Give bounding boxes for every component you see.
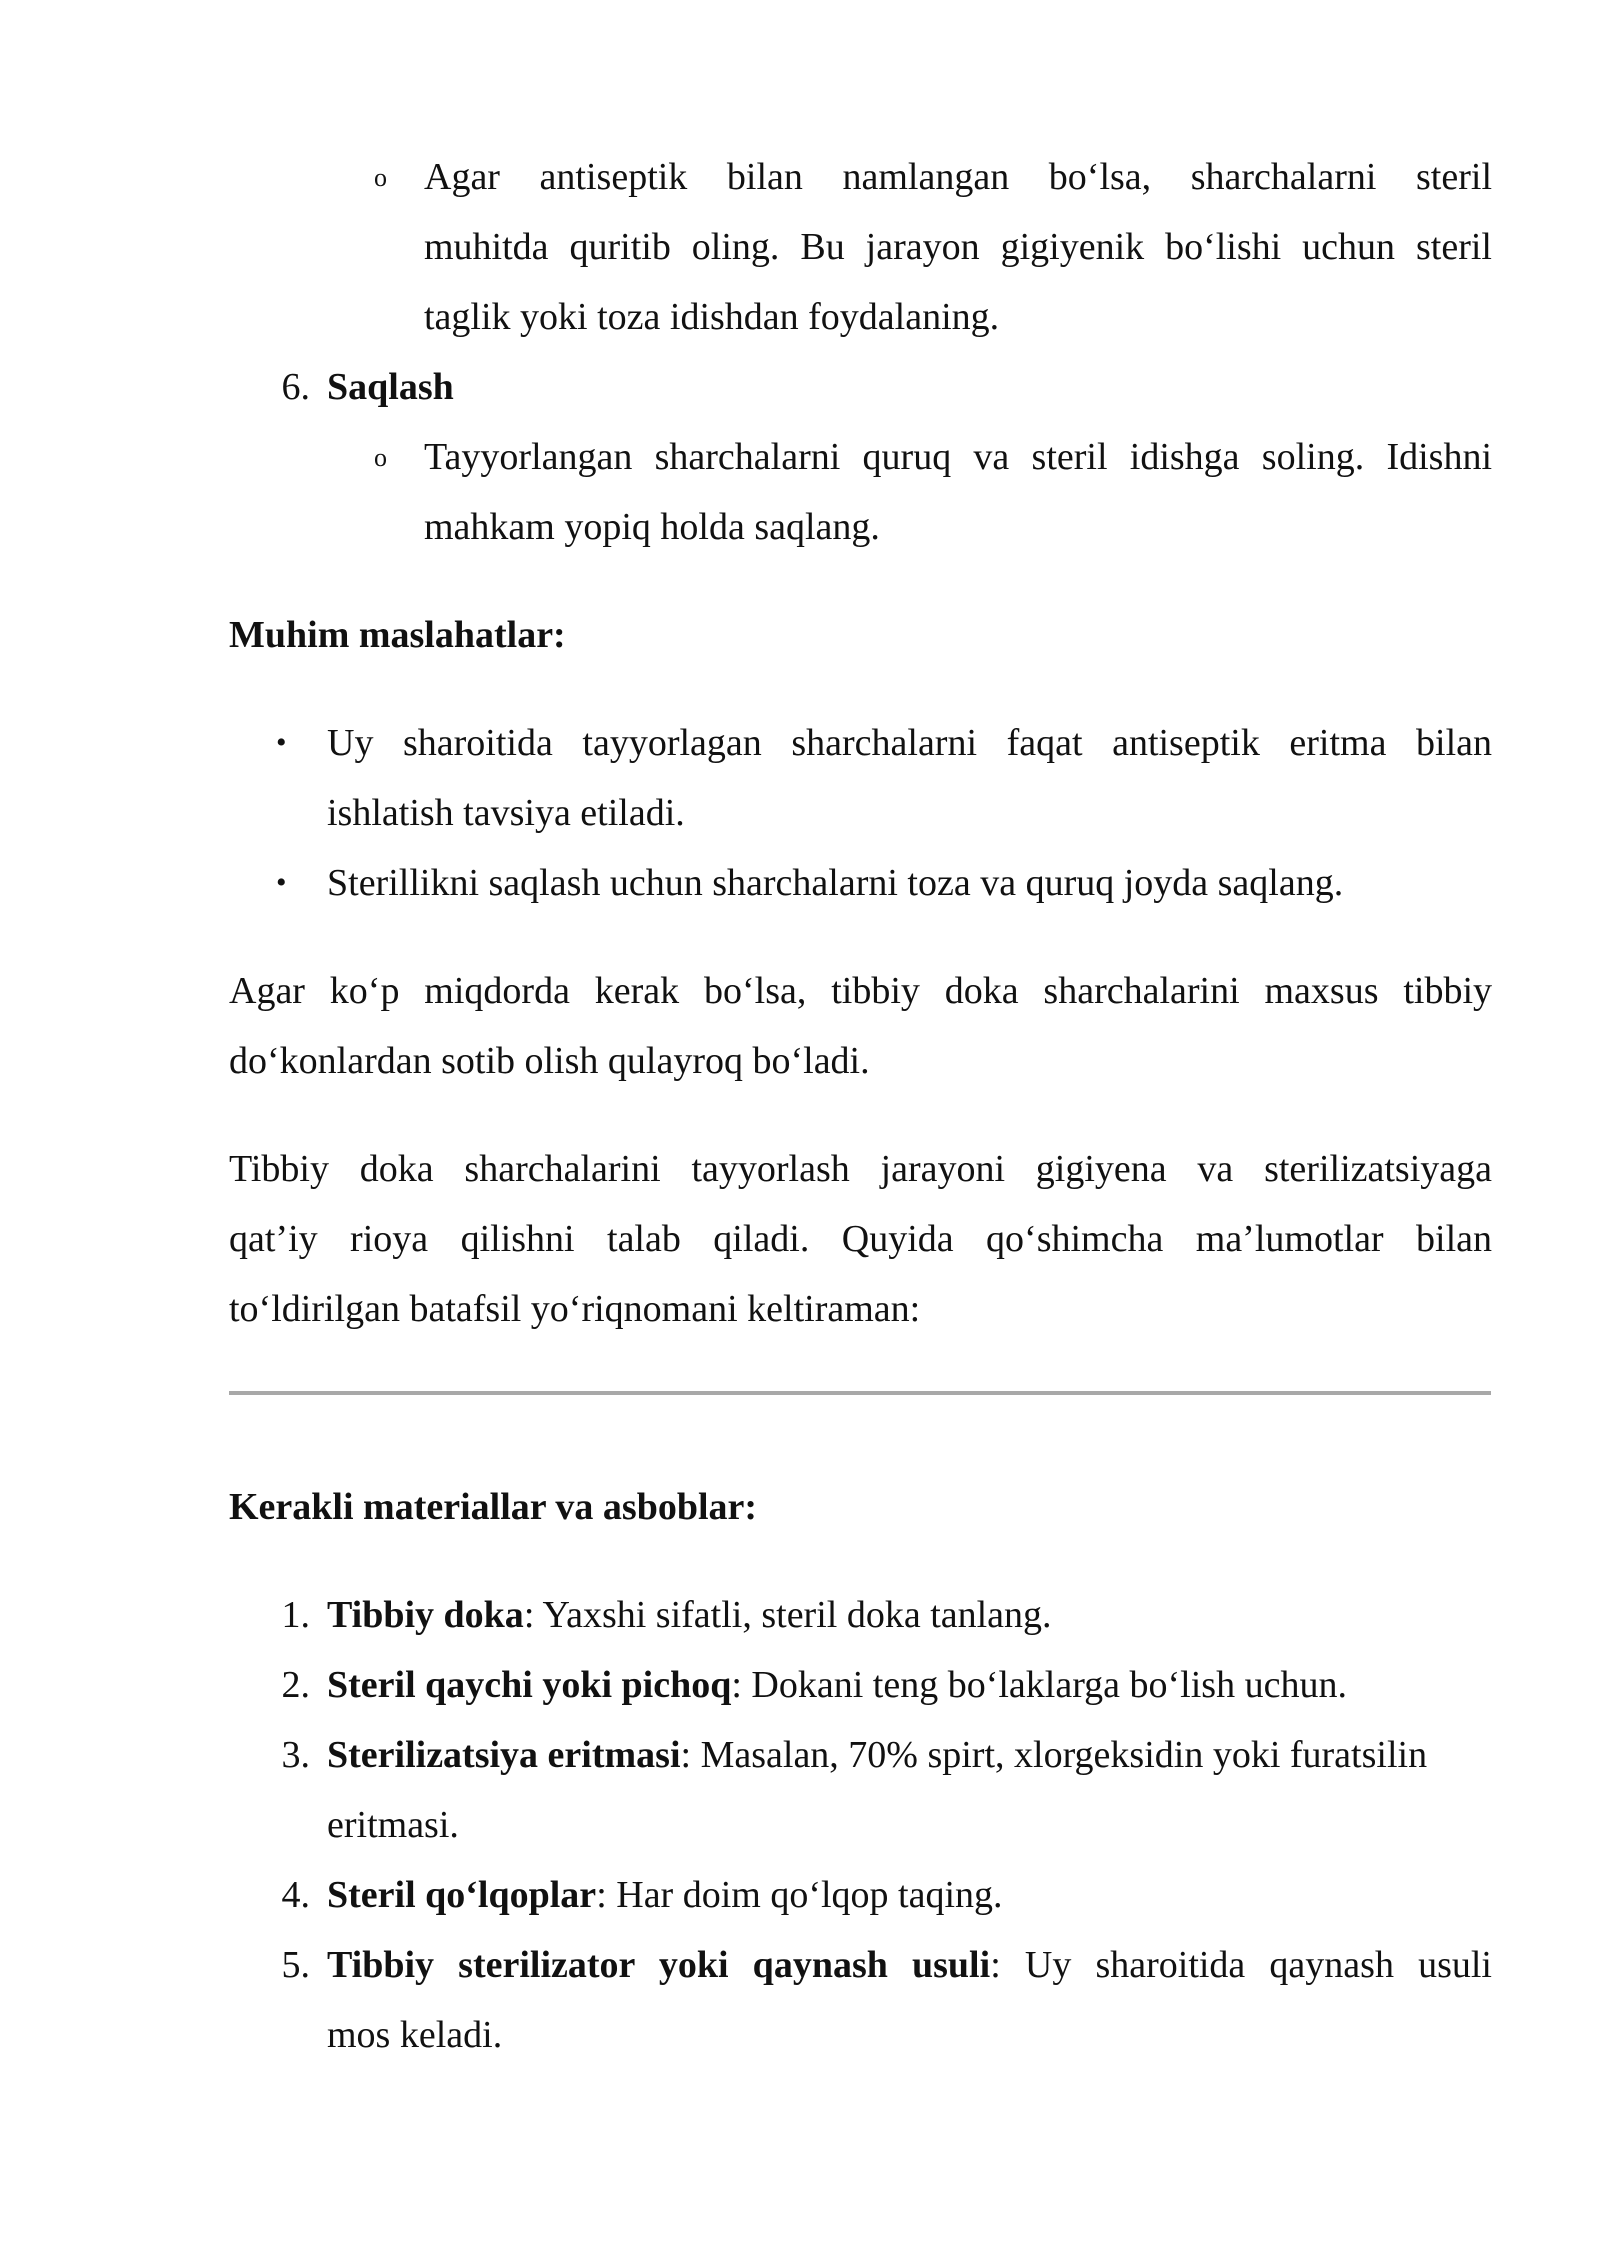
list-number: 4. bbox=[281, 1874, 310, 1916]
list-item bbox=[327, 1662, 1347, 1708]
bullet-marker: • bbox=[276, 866, 287, 899]
paragraph-line: qat’iy rioya qilishni talab qiladi. Quyida qo‘shimcha ma’lumotlar bilan bbox=[229, 1218, 1492, 1260]
list-number: 2. bbox=[281, 1664, 310, 1706]
paragraph-line: do‘konlardan sotib olish qulayroq bo‘ladi. bbox=[229, 1040, 870, 1082]
bullet-text-line: Sterillikni saqlash uchun sharchalarni toza va quruq joyda saqlang. bbox=[327, 862, 1344, 904]
section-heading: Muhim maslahatlar: bbox=[229, 614, 566, 656]
paragraph-line: Tibbiy doka sharchalarini tayyorlash jarayoni gigiyena va sterilizatsiyaga bbox=[229, 1148, 1492, 1190]
paragraph-line: to‘ldirilgan batafsil yo‘riqnomani keltiraman: bbox=[229, 1288, 921, 1330]
list-item-desc: : Har doim qo‘lqop taqing. bbox=[596, 1874, 1003, 1916]
list-item-term: Steril qo‘lqoplar bbox=[327, 1874, 597, 1916]
section-heading: Kerakli materiallar va asboblar: bbox=[229, 1486, 758, 1528]
list-item-desc: : Dokani teng bo‘laklarga bo‘lish uchun. bbox=[731, 1664, 1347, 1706]
bullet-marker: • bbox=[276, 726, 287, 759]
step-title: Saqlash bbox=[327, 366, 454, 408]
list-number: 1. bbox=[281, 1594, 310, 1636]
list-item-term: Tibbiy sterilizator yoki qaynash usuli bbox=[327, 1944, 991, 1986]
list-item bbox=[327, 1732, 1427, 1778]
bullet-text-line: ishlatish tavsiya etiladi. bbox=[327, 792, 685, 834]
sub-item-text-line: taglik yoki toza idishdan foydalaning. bbox=[424, 296, 1000, 338]
sub-item-text-line: Tayyorlangan sharchalarni quruq va steril idishga soling. Idishni bbox=[424, 436, 1492, 478]
sub-bullet-marker: o bbox=[374, 443, 387, 472]
list-item bbox=[327, 1872, 1003, 1918]
list-item-desc: : Masalan, 70% spirt, xlorgeksidin yoki furatsilin bbox=[680, 1734, 1428, 1776]
sub-item-text-line: Agar antiseptik bilan namlangan bo‘lsa, sharchalarni steril bbox=[424, 156, 1492, 198]
list-item-desc: : Uy sharoitida qaynash usuli bbox=[990, 1944, 1492, 1986]
step-number: 6. bbox=[281, 366, 310, 408]
sub-bullet-marker: o bbox=[374, 163, 387, 192]
horizontal-divider bbox=[229, 1391, 1491, 1395]
list-item-continuation: eritmasi. bbox=[327, 1804, 459, 1846]
list-item-term: Sterilizatsiya eritmasi bbox=[327, 1734, 681, 1776]
list-item-desc: : Yaxshi sifatli, steril doka tanlang. bbox=[523, 1594, 1052, 1636]
sub-item-text-line: muhitda quritib oling. Bu jarayon gigiyenik bo‘lishi uchun steril bbox=[424, 226, 1492, 268]
list-item bbox=[327, 1592, 1052, 1638]
list-item-term: Tibbiy doka bbox=[327, 1594, 524, 1636]
list-item bbox=[327, 1942, 1492, 1988]
list-item-term: Steril qaychi yoki pichoq bbox=[327, 1664, 732, 1706]
list-item-continuation: mos keladi. bbox=[327, 2014, 503, 2056]
sub-item-text-line: mahkam yopiq holda saqlang. bbox=[424, 506, 880, 548]
list-number: 3. bbox=[281, 1734, 310, 1776]
list-number: 5. bbox=[281, 1944, 310, 1986]
bullet-text-line: Uy sharoitida tayyorlagan sharchalarni faqat antiseptik eritma bilan bbox=[327, 722, 1492, 764]
paragraph-line: Agar ko‘p miqdorda kerak bo‘lsa, tibbiy doka sharchalarini maxsus tibbiy bbox=[229, 970, 1492, 1012]
